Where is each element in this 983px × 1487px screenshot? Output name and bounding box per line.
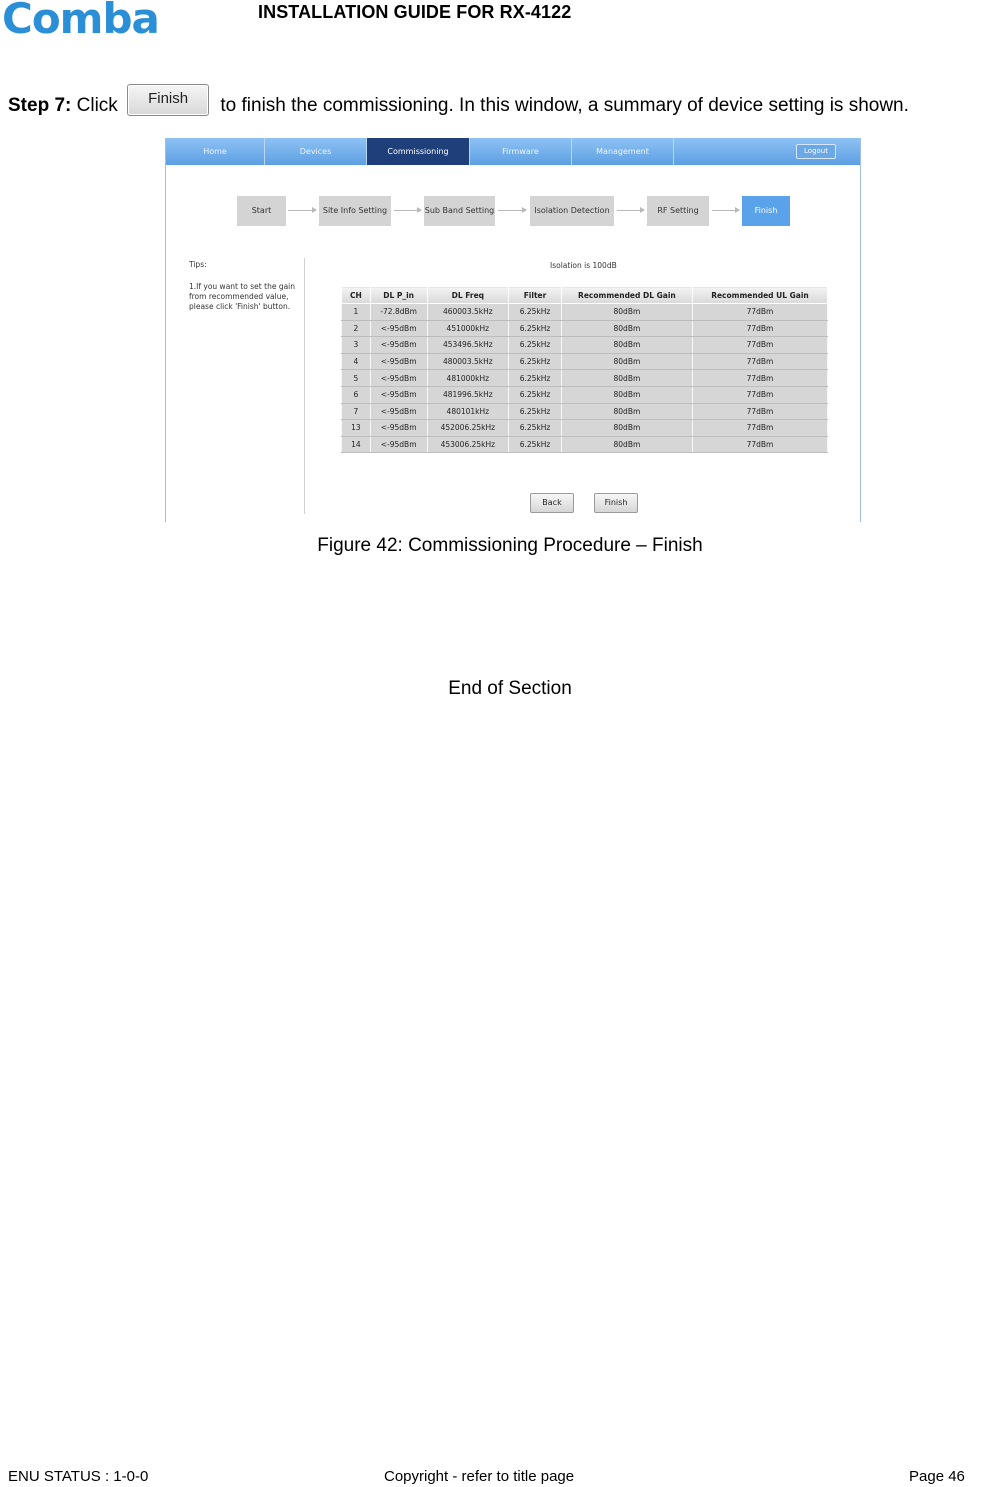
- column-header: CH: [342, 287, 371, 304]
- step-post-text: to finish the commissioning. In this window, a summary of device setting is shown.: [220, 95, 909, 117]
- table-cell: 14: [342, 436, 371, 453]
- top-navigation: [166, 138, 860, 165]
- commissioning-screenshot: [165, 138, 861, 522]
- svg-text:Comba: Comba: [2, 0, 159, 40]
- table-cell: 3: [342, 337, 371, 354]
- table-cell: 80dBm: [561, 436, 692, 453]
- table-cell: 460003.5kHz: [427, 304, 509, 321]
- table-cell: <-95dBm: [370, 337, 427, 354]
- tab-management[interactable]: Management: [572, 138, 674, 165]
- table-cell: 6.25kHz: [509, 403, 562, 420]
- table-cell: 77dBm: [692, 304, 827, 321]
- finish-button[interactable]: Finish: [594, 493, 638, 513]
- table-cell: 77dBm: [692, 370, 827, 387]
- tips-panel: [189, 260, 301, 324]
- column-header: Recommended UL Gain: [692, 287, 827, 304]
- table-cell: 453006.25kHz: [427, 436, 509, 453]
- table-cell: 5: [342, 370, 371, 387]
- finish-button-image: Finish: [127, 84, 209, 116]
- table-cell: 77dBm: [692, 403, 827, 420]
- table-header-row: [342, 287, 828, 304]
- table-cell: <-95dBm: [370, 436, 427, 453]
- table-cell: 80dBm: [561, 386, 692, 403]
- wizard-step-site-info[interactable]: Site Info Setting: [319, 196, 391, 226]
- wizard-step-start[interactable]: Start: [237, 196, 286, 226]
- table-cell: 453496.5kHz: [427, 337, 509, 354]
- tab-commissioning[interactable]: Commissioning: [367, 138, 470, 165]
- table-cell: 80dBm: [561, 304, 692, 321]
- table-cell: 481000kHz: [427, 370, 509, 387]
- table-cell: 6.25kHz: [509, 353, 562, 370]
- table-cell: 77dBm: [692, 320, 827, 337]
- table-cell: 77dBm: [692, 436, 827, 453]
- isolation-result: Isolation is 100dB: [550, 261, 617, 270]
- table-cell: 13: [342, 420, 371, 437]
- table-cell: <-95dBm: [370, 370, 427, 387]
- end-of-section: End of Section: [448, 678, 572, 699]
- column-header: Filter: [509, 287, 562, 304]
- tips-text: 1.If you want to set the gain from recommended value, please click 'Finish' button.: [189, 282, 296, 311]
- wizard-step-sub-band[interactable]: Sub Band Setting: [424, 196, 495, 226]
- table-cell: 6.25kHz: [509, 436, 562, 453]
- table-row: [342, 403, 828, 420]
- table-cell: 80dBm: [561, 370, 692, 387]
- table-row: [342, 353, 828, 370]
- table-row: [342, 436, 828, 453]
- back-button[interactable]: Back: [530, 493, 574, 513]
- table-cell: 6.25kHz: [509, 386, 562, 403]
- divider: [304, 258, 305, 514]
- table-cell: 452006.25kHz: [427, 420, 509, 437]
- table-row: [342, 386, 828, 403]
- table-cell: 80dBm: [561, 337, 692, 354]
- table-cell: <-95dBm: [370, 320, 427, 337]
- table-cell: <-95dBm: [370, 386, 427, 403]
- table-cell: 480003.5kHz: [427, 353, 509, 370]
- table-cell: 6.25kHz: [509, 337, 562, 354]
- footer-page-number: Page 46: [909, 1468, 965, 1485]
- table-cell: 6.25kHz: [509, 420, 562, 437]
- table-cell: 80dBm: [561, 420, 692, 437]
- table-cell: 480101kHz: [427, 403, 509, 420]
- document-title: INSTALLATION GUIDE FOR RX-4122: [258, 2, 572, 22]
- logout-button[interactable]: Logout: [796, 144, 836, 159]
- wizard-step-rf-setting[interactable]: RF Setting: [647, 196, 709, 226]
- footer-status: ENU STATUS : 1-0-0: [8, 1468, 149, 1485]
- arrow-icon: [498, 210, 526, 211]
- table-cell: 80dBm: [561, 320, 692, 337]
- table-row: [342, 370, 828, 387]
- table-cell: 2: [342, 320, 371, 337]
- tab-home[interactable]: Home: [166, 138, 265, 165]
- table-cell: 6.25kHz: [509, 370, 562, 387]
- table-cell: 77dBm: [692, 386, 827, 403]
- table-cell: -72.8dBm: [370, 304, 427, 321]
- table-cell: 77dBm: [692, 337, 827, 354]
- table-row: [342, 337, 828, 354]
- table-row: [342, 420, 828, 437]
- table-cell: 6: [342, 386, 371, 403]
- wizard-step-isolation[interactable]: Isolation Detection: [530, 196, 614, 226]
- table-cell: 451000kHz: [427, 320, 509, 337]
- arrow-icon: [394, 210, 421, 211]
- comba-logo: [2, 0, 184, 40]
- wizard-step-finish[interactable]: Finish: [742, 196, 790, 226]
- table-cell: 6.25kHz: [509, 304, 562, 321]
- summary-table: [341, 286, 828, 453]
- table-cell: <-95dBm: [370, 403, 427, 420]
- table-body: [342, 304, 828, 453]
- table-cell: 80dBm: [561, 403, 692, 420]
- table-cell: 4: [342, 353, 371, 370]
- wizard-steps: [166, 196, 860, 228]
- arrow-icon: [617, 210, 644, 211]
- tips-title: Tips:: [189, 260, 207, 269]
- table-row: [342, 320, 828, 337]
- table-cell: 80dBm: [561, 353, 692, 370]
- table-cell: <-95dBm: [370, 420, 427, 437]
- arrow-icon: [712, 210, 739, 211]
- table-cell: 6.25kHz: [509, 320, 562, 337]
- step-pre-text: Click: [71, 95, 118, 117]
- table-cell: 7: [342, 403, 371, 420]
- table-row: [342, 304, 828, 321]
- column-header: DL P_in: [370, 287, 427, 304]
- arrow-icon: [288, 210, 316, 211]
- footer-copyright: Copyright - refer to title page: [384, 1468, 575, 1485]
- column-header: Recommended DL Gain: [561, 287, 692, 304]
- table-cell: 1: [342, 304, 371, 321]
- step-label: Step 7:: [8, 95, 72, 117]
- column-header: DL Freq: [427, 287, 509, 304]
- figure-caption: Figure 42: Commissioning Procedure – Finish: [317, 535, 703, 556]
- table-cell: 481996.5kHz: [427, 386, 509, 403]
- tab-firmware[interactable]: Firmware: [470, 138, 572, 165]
- table-cell: 77dBm: [692, 353, 827, 370]
- tab-devices[interactable]: Devices: [265, 138, 367, 165]
- table-cell: 77dBm: [692, 420, 827, 437]
- step-instruction: [8, 90, 909, 122]
- table-cell: <-95dBm: [370, 353, 427, 370]
